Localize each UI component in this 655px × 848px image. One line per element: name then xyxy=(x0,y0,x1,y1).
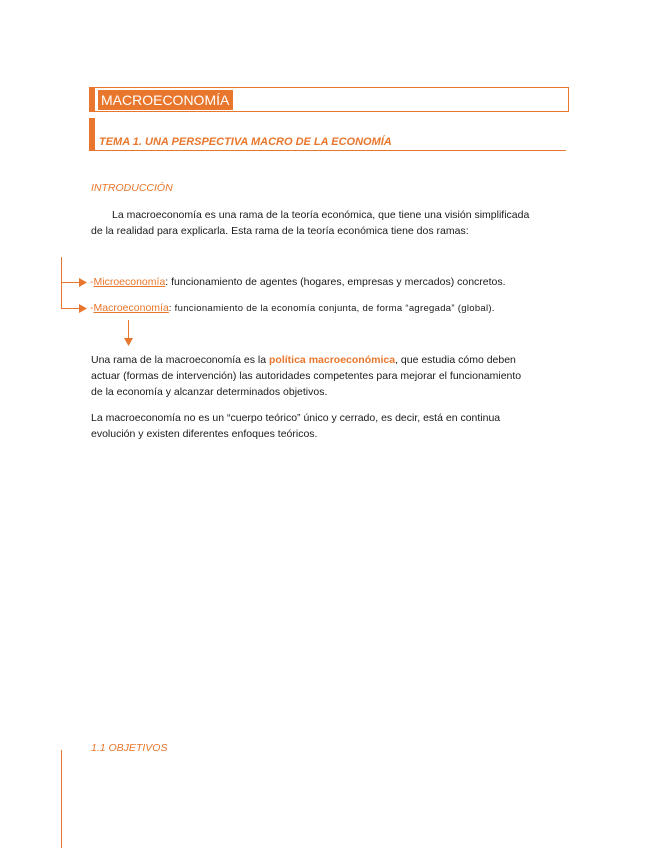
title-accent-bar xyxy=(89,87,95,112)
section-heading-introduccion: INTRODUCCIÓN xyxy=(91,182,173,194)
macro-dash: - xyxy=(90,302,94,314)
micro-term: Microeconomía xyxy=(93,276,166,288)
politica-line-1 xyxy=(91,352,571,368)
micro-desc: : funcionamiento de agentes (hogares, empresas y mercados) concretos. xyxy=(165,276,506,288)
document-title-box xyxy=(89,87,569,112)
politica-pre: Una rama de la macroeconomía es la xyxy=(91,354,270,366)
politica-line-3: de la economía y alcanzar determinados objetivos. xyxy=(91,386,328,398)
politica-paragraph xyxy=(91,352,571,400)
cuerpo-line-2: evolución y existen diferentes enfoques teóricos. xyxy=(91,428,318,440)
chapter-heading xyxy=(89,118,566,151)
document-title: MACROECONOMÍA xyxy=(98,90,233,110)
arrow-down-icon xyxy=(124,338,133,346)
politica-line-2: actuar (formas de intervención) las autoridades competentes para mejorar el funcionamiento xyxy=(91,370,522,382)
micro-dash: - xyxy=(90,276,94,288)
intro-line-2: de la realidad para explicarla. Esta rama de la teoría económica tiene dos ramas: xyxy=(91,225,469,237)
politica-term: política macroeconómica xyxy=(269,354,396,366)
bracket-line xyxy=(61,257,62,309)
macro-term: Macroeconomía xyxy=(93,302,169,314)
section-heading-objetivos: 1.1 OBJETIVOS xyxy=(91,742,168,754)
macro-item xyxy=(90,300,495,317)
arrow-right-icon xyxy=(79,278,87,287)
intro-paragraph xyxy=(91,207,571,239)
chapter-title: TEMA 1. UNA PERSPECTIVA MACRO DE LA ECONOMÍA xyxy=(99,136,392,148)
micro-item xyxy=(90,274,506,290)
politica-post: , que estudia cómo deben xyxy=(395,354,516,366)
chapter-accent-bar xyxy=(89,118,95,151)
intro-line-1: La macroeconomía es una rama de la teoría económica, que tiene una visión simplificada xyxy=(112,209,530,221)
arrow-right-icon xyxy=(79,304,87,313)
macro-desc: : funcionamiento de la economía conjunta, de forma “agregada” (global). xyxy=(168,303,495,314)
cuerpo-paragraph xyxy=(91,410,571,442)
left-margin-line xyxy=(61,750,62,848)
cuerpo-line-1: La macroeconomía no es un “cuerpo teórico” único y cerrado, es decir, está en continua xyxy=(91,412,501,424)
arrow-line-down xyxy=(128,320,129,340)
